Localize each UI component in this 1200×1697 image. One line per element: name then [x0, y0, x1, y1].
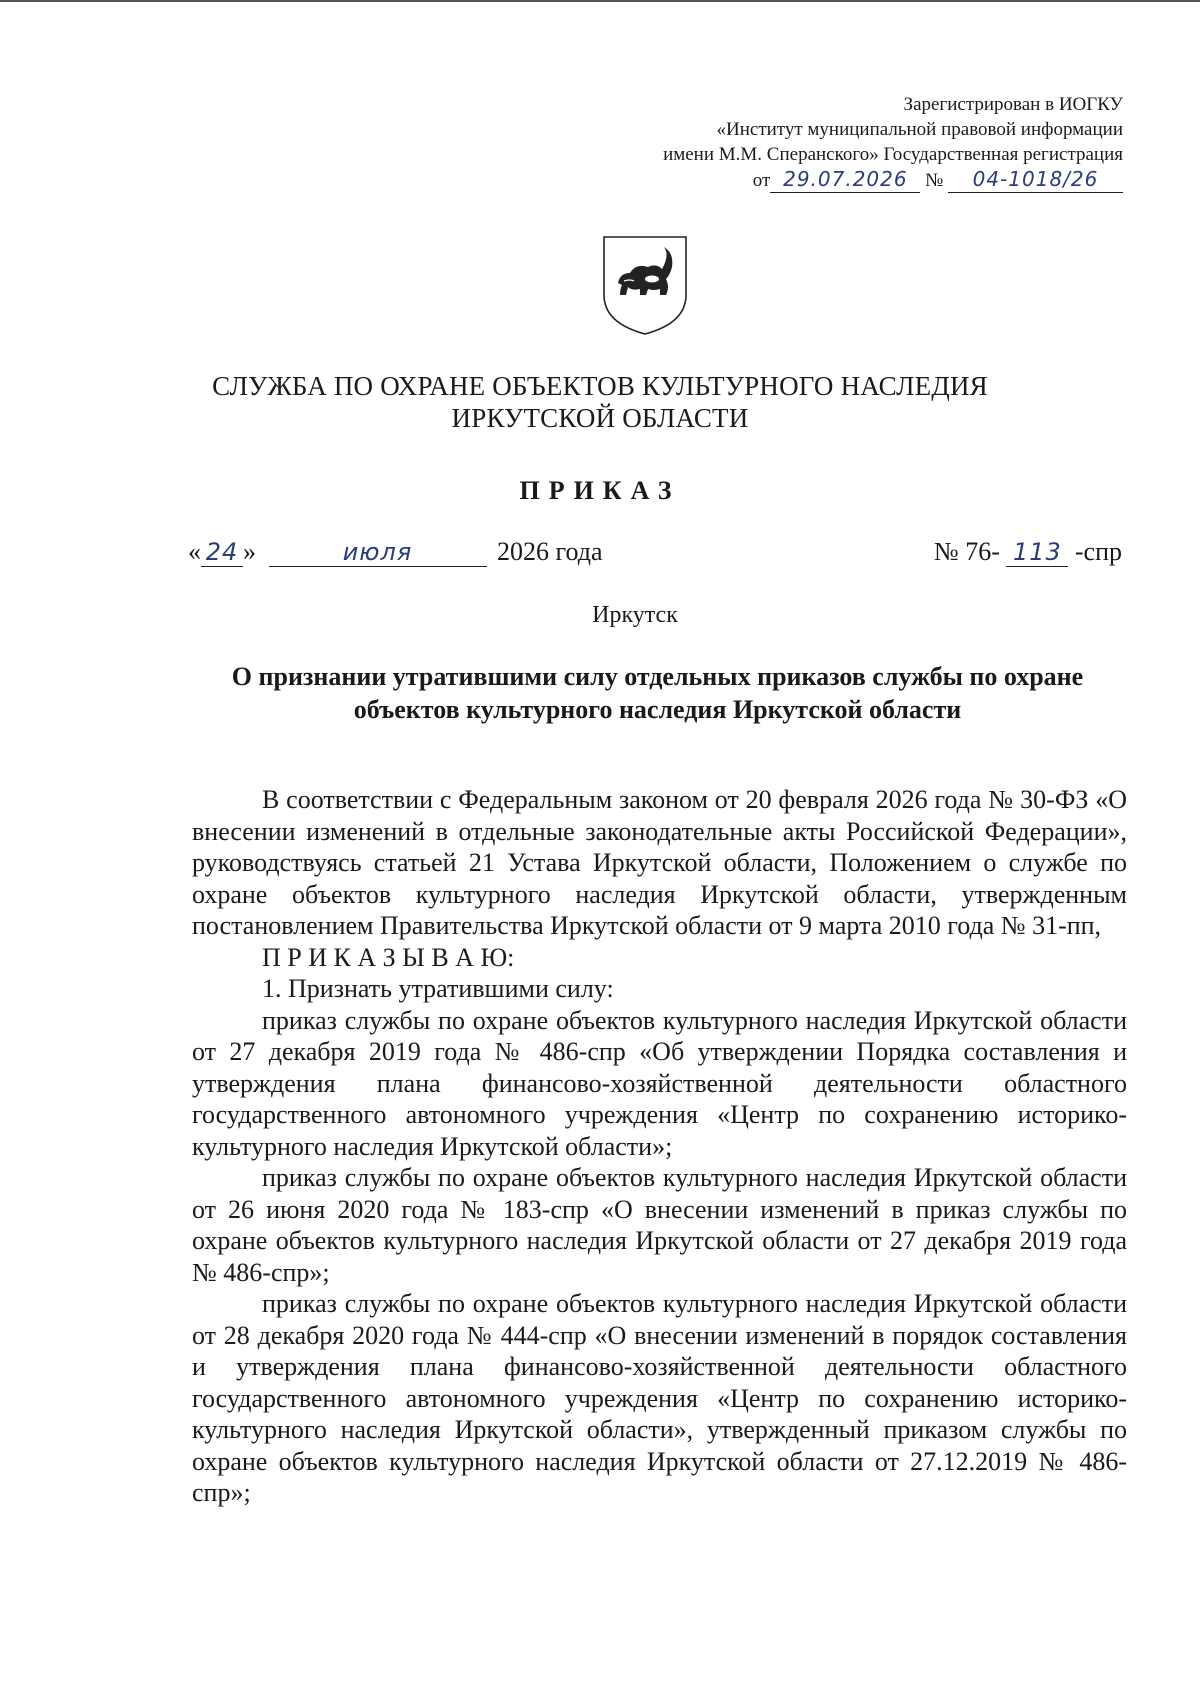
- registration-from-label: от: [752, 170, 771, 191]
- registration-line-4: [563, 167, 1123, 193]
- date-year: 2026 года: [497, 537, 603, 566]
- order-number-suffix: -спр: [1074, 537, 1122, 566]
- order-number-value: 113: [1006, 538, 1068, 567]
- registration-line-1: Зарегистрирован в ИОГКУ: [903, 94, 1123, 115]
- registration-line-2: «Институт муниципальной правовой информации: [716, 119, 1123, 140]
- registration-line-3: имени М.М. Сперанского» Государственная регистрация: [663, 144, 1123, 165]
- preamble-paragraph: В соответствии с Федеральным законом от 20 февраля 2026 года № 30-ФЗ «О внесении изменений в отдельные законодательные акты Российской Федерации», руководствуясь статьей 21 Устава Иркутской области, Положением о службе по охране объектов культурного наследия Иркутской области, утвержденным постановлением Правительства Иркутской области от 9 марта 2010 года № 31-пп,: [192, 785, 1127, 940]
- order-word: П Р И К А З Ы В А Ю:: [262, 942, 515, 972]
- order-title: О признании утратившими силу отдельных приказов службы по охране объектов культурного наследия Иркутской области: [231, 662, 1084, 724]
- order-body: [192, 784, 1127, 1509]
- document-type: ПРИКАЗ: [519, 476, 681, 505]
- date-open-quote: «: [188, 537, 201, 566]
- repealed-act-1: приказ службы по охране объектов культурного наследия Иркутской области от 27 декабря 2019 года № 486-спр «Об утверждении Порядка составления и утверждения плана финансово-хозяйственной деятельности областного государственного автономного учреждения «Центр по сохранению историко-культурного наследия Иркутской области»;: [192, 1005, 1127, 1161]
- organization-line-1: СЛУЖБА ПО ОХРАНЕ ОБЪЕКТОВ КУЛЬТУРНОГО НАСЛЕДИЯ: [212, 371, 988, 401]
- order-number-prefix: № 76-: [933, 537, 1000, 566]
- date-close-quote: »: [243, 537, 256, 566]
- registration-number-sign: №: [925, 170, 944, 191]
- scan-top-edge: [0, 0, 1200, 2]
- order-date: [188, 537, 603, 567]
- city: Иркутск: [592, 602, 678, 628]
- date-day: 24: [201, 538, 243, 567]
- registration-number: 04-1018/26: [948, 167, 1123, 193]
- repealed-act-2: приказ службы по охране объектов культурного наследия Иркутской области от 26 июня 2020 года № 183-спр «О внесении изменений в приказ службы по охране объектов культурного наследия Иркутской области от 27 декабря 2019 года № 486-спр»;: [192, 1163, 1127, 1287]
- order-number: [934, 537, 1122, 567]
- date-month: июля: [269, 538, 487, 567]
- item-1: 1. Признать утратившими силу:: [262, 974, 614, 1003]
- organization-line-2: ИРКУТСКОЙ ОБЛАСТИ: [451, 403, 749, 433]
- irkutsk-coat-of-arms-icon: [600, 233, 690, 338]
- organization-name: [0, 370, 1200, 434]
- registration-stamp: [563, 92, 1123, 193]
- repealed-act-3: приказ службы по охране объектов культурного наследия Иркутской области от 28 декабря 2020 года № 444-спр «О внесении изменений в порядок составления и утверждения плана финансово-хозяйственной деятельности областного государственного автономного учреждения «Центр по сохранению историко-культурного наследия Иркутской области», утвержденный приказом службы по охране объектов культурного наследия Иркутской области от 27.12.2019 № 486-спр»;: [192, 1289, 1127, 1507]
- registration-date: 29.07.2026: [770, 167, 920, 193]
